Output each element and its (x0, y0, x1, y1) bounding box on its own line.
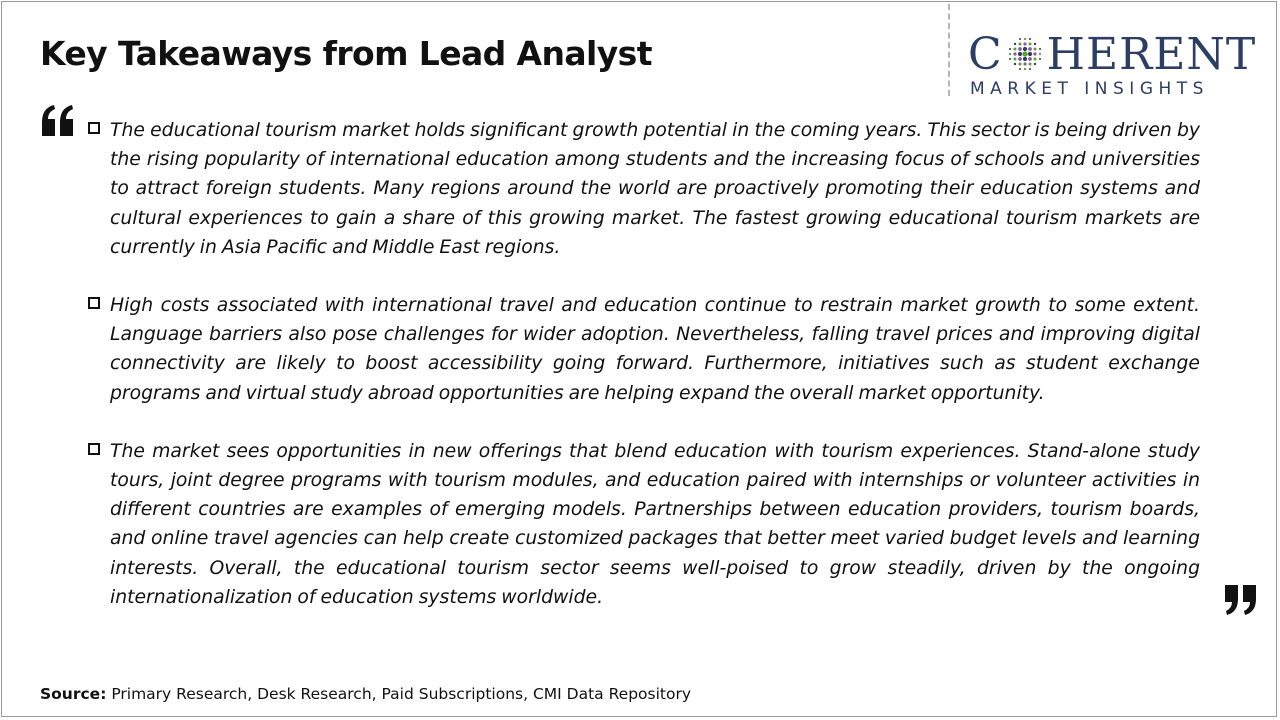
logo-globe-dot (1029, 68, 1031, 70)
takeaway-text: The market sees opportunities in new offerings that blend education with tourism experiences. Stand-alone study tours, joint degree programs with tourism modules, and education paired with internships or volunteer activities in different countries are examples of emerging models. Partnerships between education providers, tourism boards, and online travel agencies can help create customized packages that better meet varied budget levels and learning interests. Overall, the educational tourism sector seems well-poised to grow steadily, driven by the ongoing internationalization of education systems worldwide. (110, 440, 1200, 608)
logo-globe-dot (1039, 48, 1041, 50)
logo-globe-dot (1022, 51, 1027, 56)
logo-globe-dot (1023, 62, 1026, 65)
checkbox-bullet-icon (88, 122, 100, 134)
logo-globe-dot (1018, 43, 1021, 46)
checkbox-bullet-icon (88, 297, 100, 309)
takeaway-text: The educational tourism market holds significant growth potential in the coming years. This sector is being driven by the rising popularity of international education among students and the increasing focus of schools and universities to attract foreign students. Many regions around the world are proactively promoting their education systems and cultural experiences to gain a share of this growing market. The fastest growing educational tourism markets are currently in Asia Pacific and Middle East regions. (110, 120, 1200, 258)
takeaways-list (86, 116, 1200, 641)
logo-word-end: HERENT (1046, 29, 1257, 80)
quote-open-icon (40, 104, 76, 142)
logo-globe-dot (1013, 63, 1015, 65)
logo-globe-dot (1018, 57, 1022, 61)
logo-globe-dot (1023, 57, 1027, 61)
logo-globe-dot (1039, 58, 1041, 60)
company-logo (968, 30, 1264, 100)
source-text: Primary Research, Desk Research, Paid Subscriptions, CMI Data Repository (111, 685, 692, 703)
takeaway-item (86, 437, 1200, 612)
logo-globe-dot (1033, 43, 1035, 45)
logo-globe-dot (1033, 52, 1036, 55)
takeaway-item (86, 291, 1200, 408)
logo-globe-dot (1028, 52, 1032, 56)
logo-globe-dot (1018, 47, 1022, 51)
logo-subtitle: MARKET INSIGHTS (970, 79, 1209, 99)
logo-globe-dot (1033, 48, 1036, 51)
source-note (40, 685, 691, 703)
logo-globe-dot (1019, 68, 1021, 70)
logo-globe-dot (1028, 47, 1032, 51)
logo-globe-dot (1028, 63, 1031, 66)
logo-globe-dot (1039, 53, 1041, 55)
source-label: Source: (40, 685, 107, 703)
logo-globe-dot (1013, 48, 1016, 51)
logo-divider (948, 4, 950, 96)
logo-globe-dot (1028, 57, 1032, 61)
logo-globe-dot (1028, 43, 1031, 46)
takeaway-text: High costs associated with international travel and education continue to restrain market growth to some extent. Language barriers also pose challenges for wider adoption. Nevertheless, falling travel prices and improving digital connectivity are likely to boost accessibility going forward. Furthermore, initiatives such as student exchange programs and virtual study abroad opportunities are helping expand the overall market opportunity. (110, 295, 1200, 404)
logo-globe-dot (1009, 53, 1011, 55)
logo-globe-dot (1024, 68, 1026, 70)
logo-globe-dot (1013, 58, 1016, 61)
logo-dot-globe-icon (1003, 33, 1047, 69)
takeaway-item (86, 116, 1200, 262)
checkbox-bullet-icon (88, 443, 100, 455)
quote-close-icon (1224, 584, 1258, 620)
logo-globe-dot (1023, 42, 1026, 45)
logo-globe-dot (1024, 38, 1026, 40)
logo-globe-dot (1009, 48, 1011, 50)
logo-globe-dot (1018, 63, 1021, 66)
logo-globe-dot (1018, 52, 1022, 56)
logo-globe-dot (1029, 38, 1031, 40)
logo-globe-dot (1033, 58, 1036, 61)
logo-globe-dot (1009, 58, 1011, 60)
logo-globe-dot (1023, 47, 1027, 51)
logo-word-start: C (968, 29, 1003, 80)
logo-globe-dot (1013, 43, 1015, 45)
logo-globe-dot (1033, 63, 1035, 65)
logo-globe-dot (1019, 38, 1021, 40)
logo-globe-dot (1013, 52, 1016, 55)
logo-wordmark (968, 30, 1256, 80)
page-title: Key Takeaways from Lead Analyst (40, 34, 652, 73)
